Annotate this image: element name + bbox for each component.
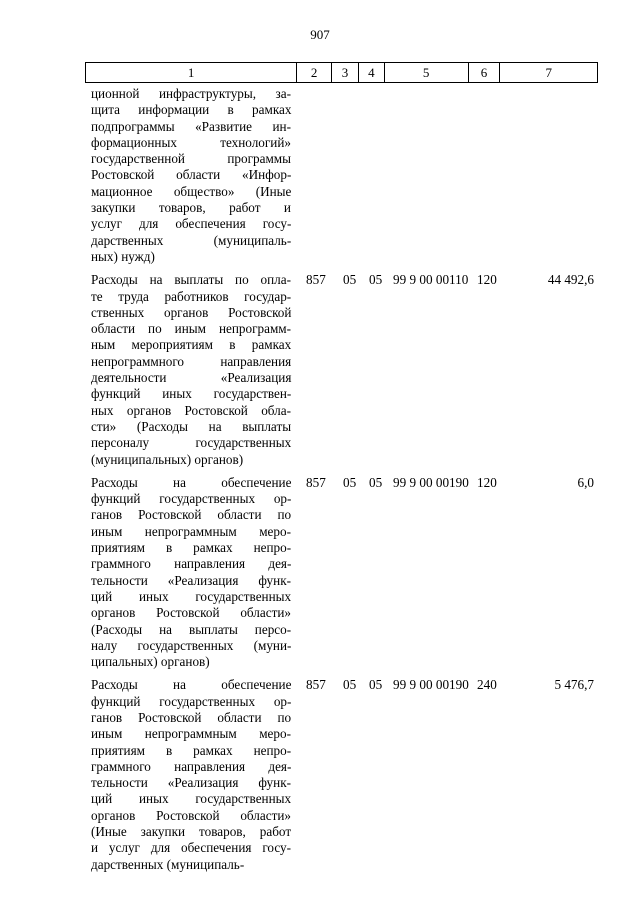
description-line: подпрограммы «Развитие ин- xyxy=(91,118,291,134)
row-description xyxy=(91,475,291,671)
description-line: формационных технологий» xyxy=(91,134,292,150)
expense-type-code: 240 xyxy=(477,677,497,693)
header-col-7: 7 xyxy=(545,65,552,80)
row-description xyxy=(91,86,291,265)
table-row xyxy=(91,272,601,468)
description-line: приятиям в рамках непро- xyxy=(91,742,292,758)
description-line: Ростовской области «Инфор- xyxy=(91,167,292,183)
description-line: Расходы на обеспечение xyxy=(91,677,292,693)
description-line: области по иным непрограмм- xyxy=(91,321,292,337)
expense-type-code: 120 xyxy=(477,474,497,490)
description-line: налу государственных (муни- xyxy=(91,637,292,653)
section-code: 05 xyxy=(343,272,357,288)
header-col-3: 3 xyxy=(332,63,359,82)
description-line: органов Ростовской области» xyxy=(91,807,291,823)
description-line: тельности «Реализация функ- xyxy=(91,775,291,791)
description-line: приятиям в рамках непро- xyxy=(91,540,292,556)
description-line: дарственных (муниципаль- xyxy=(91,232,292,248)
table-header-row xyxy=(85,62,598,83)
target-article-code: 99 9 00 00190 xyxy=(393,474,469,490)
description-line: непрограммного направления xyxy=(91,353,292,369)
ministry-code: 857 xyxy=(306,474,326,490)
subsection-code: 05 xyxy=(369,677,383,693)
description-line: щита информации в рамках xyxy=(91,102,292,118)
description-line: ганов Ростовской области по xyxy=(91,709,292,725)
section-code: 05 xyxy=(343,677,357,693)
description-line: ционной инфраструктуры, за- xyxy=(91,86,291,101)
description-line: иным непрограммным меро- xyxy=(91,523,291,539)
header-col-5: 5 xyxy=(385,63,469,82)
description-line: иным непрограммным меро- xyxy=(91,726,291,742)
description-line: ным мероприятиям в рамках xyxy=(91,337,292,353)
ministry-code: 857 xyxy=(306,272,326,288)
table-body xyxy=(91,86,601,880)
description-line: ных органов Ростовской обла- xyxy=(91,402,291,418)
description-line: закупки товаров, работ и xyxy=(91,200,291,216)
header-col-4: 4 xyxy=(359,63,385,82)
subsection-code: 05 xyxy=(369,272,383,288)
amount: 44 492,6 xyxy=(547,272,594,288)
expense-type-code: 120 xyxy=(477,272,497,288)
description-line: Расходы на обеспечение xyxy=(91,474,292,490)
subsection-code: 05 xyxy=(369,474,383,490)
description-line: тельности «Реализация функ- xyxy=(91,572,291,588)
section-code: 05 xyxy=(343,474,357,490)
description-line: государственной программы xyxy=(91,151,291,167)
description-line: (Иные закупки товаров, работ xyxy=(91,824,292,840)
description-line: ций иных государственных xyxy=(91,791,292,807)
row-description xyxy=(91,677,291,873)
amount: 5 476,7 xyxy=(554,677,594,693)
description-line: ций иных государственных xyxy=(91,588,292,604)
row-description xyxy=(91,272,291,468)
description-line: граммного направления дея- xyxy=(91,556,292,572)
description-line: деятельности «Реализация xyxy=(91,370,292,386)
description-line: и услуг для обеспечения госу- xyxy=(91,840,291,856)
table-row xyxy=(91,475,601,671)
description-line: граммного направления дея- xyxy=(91,758,292,774)
description-line: сти» (Расходы на выплаты xyxy=(91,418,292,434)
description-line: Расходы на выплаты по опла- xyxy=(91,272,291,288)
target-article-code: 99 9 00 00110 xyxy=(393,272,469,288)
description-line: функций государственных ор- xyxy=(91,491,292,507)
description-line: мационное общество» (Иные xyxy=(91,183,292,199)
amount: 6,0 xyxy=(577,474,594,490)
header-col-1: 1 xyxy=(86,63,297,82)
ministry-code: 857 xyxy=(306,677,326,693)
description-line: функций иных государствен- xyxy=(91,386,292,402)
description-line: (Расходы на выплаты персо- xyxy=(91,621,292,637)
description-line: ципальных) органов) xyxy=(91,654,210,670)
description-line: те труда работников государ- xyxy=(91,288,292,304)
description-line: органов Ростовской области» xyxy=(91,605,291,621)
description-line: персоналу государственных xyxy=(91,435,292,451)
page-number: 907 xyxy=(310,27,330,42)
description-line: функций государственных ор- xyxy=(91,693,292,709)
description-line: дарственных (муниципаль- xyxy=(91,856,245,872)
description-line: услуг для обеспечения госу- xyxy=(91,216,292,232)
description-line: (муниципальных) органов) xyxy=(91,451,244,467)
target-article-code: 99 9 00 00190 xyxy=(393,677,469,693)
header-col-6: 6 xyxy=(469,63,501,82)
table-row xyxy=(91,86,601,265)
description-line: ственных органов Ростовской xyxy=(91,304,292,320)
table-row xyxy=(91,677,601,873)
description-line: ных) нужд) xyxy=(91,248,155,264)
header-col-2: 2 xyxy=(297,63,332,82)
description-line: ганов Ростовской области по xyxy=(91,507,292,523)
